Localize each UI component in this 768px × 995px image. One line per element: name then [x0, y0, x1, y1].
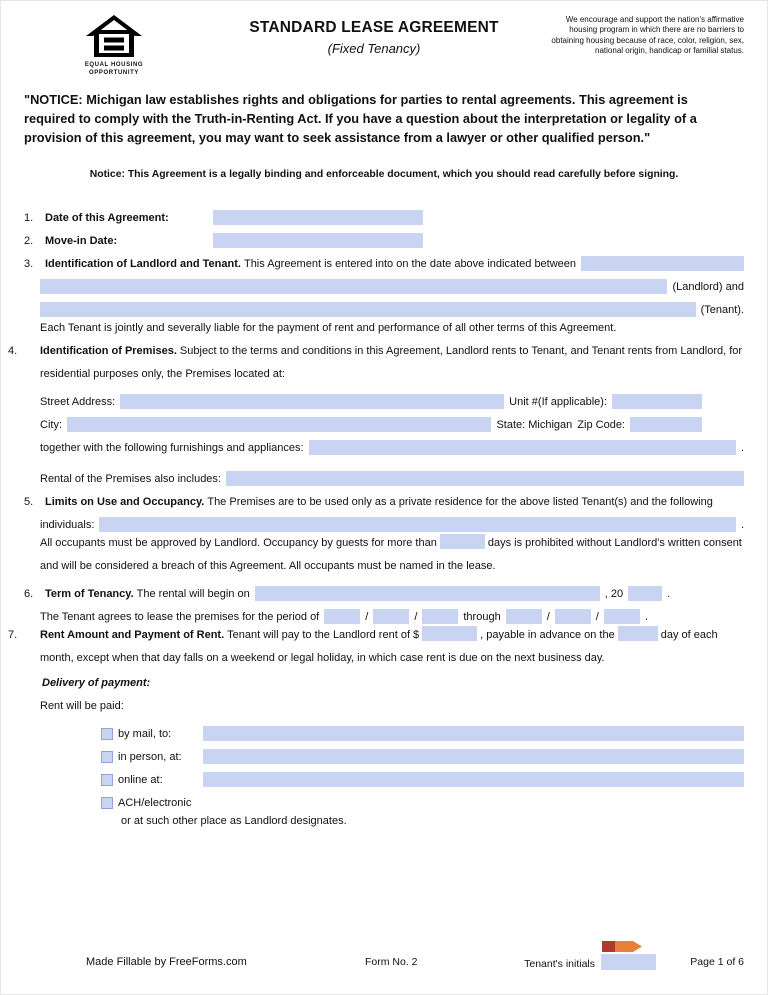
- landlord-name-field-start[interactable]: [581, 256, 744, 271]
- s6-heading: Term of Tenancy.: [45, 588, 134, 600]
- s5-heading: Limits on Use and Occupancy.: [45, 496, 205, 508]
- furnishings-label: together with the following furnishings and appliances:: [40, 442, 304, 454]
- tenant-suffix-label: (Tenant).: [700, 304, 744, 316]
- year-prefix-label: , 20: [604, 588, 624, 600]
- individuals-period: .: [740, 519, 744, 531]
- section-2-move-in-date: [24, 225, 744, 248]
- through-label: through: [463, 611, 501, 623]
- fair-housing-disclaimer: We encourage and support the nation's affirmative housing program in which there are no barriers to obtaining housing because of race, color, religion, sex, national origin, handicap or familial status.: [551, 15, 744, 56]
- in-person-address-field[interactable]: [203, 749, 744, 764]
- s6-period-2: .: [644, 611, 648, 623]
- individuals-field[interactable]: [99, 517, 736, 532]
- s6-period-line: [40, 601, 744, 624]
- unit-label: Unit #(If applicable):: [509, 396, 607, 408]
- s5-individuals-row: [40, 509, 744, 532]
- zip-field[interactable]: [630, 417, 702, 432]
- mail-checkbox[interactable]: [101, 728, 113, 740]
- form-body: [8, 202, 744, 833]
- landlord-suffix-label: (Landlord) and: [672, 281, 744, 293]
- s4-text: Subject to the terms and conditions in this Agreement, Landlord rents to Tenant, and Tenant rents from Landlord, for residential purposes only, the Premises located at:: [40, 345, 743, 380]
- s5-intro-line: [24, 486, 744, 509]
- individuals-label: individuals:: [40, 519, 95, 531]
- section-7-rent-amount: [8, 624, 744, 833]
- s6-period-1: .: [667, 588, 671, 600]
- mail-option-label: by mail, to:: [118, 728, 172, 740]
- furnishings-field[interactable]: [309, 440, 736, 455]
- period-end-month-field[interactable]: [506, 609, 542, 624]
- tenant-initials-label: Tenant's initials: [524, 958, 595, 970]
- s4-furnishings-row: [40, 432, 744, 455]
- slash-1: /: [365, 611, 369, 623]
- online-checkbox[interactable]: [101, 774, 113, 786]
- tenant-initials-field-wrap: [601, 954, 656, 970]
- rent-amount-field[interactable]: [422, 626, 477, 641]
- payment-option-in-person: [101, 741, 744, 764]
- s3-landlord-line: [40, 271, 744, 294]
- sign-here-arrow-icon: [602, 941, 642, 952]
- agreement-date-field[interactable]: [213, 210, 423, 225]
- section-4-identification-of-premises: [8, 340, 744, 486]
- logo-caption-line2: OPPORTUNITY: [89, 70, 139, 77]
- street-address-field[interactable]: [120, 394, 504, 409]
- s4-rental-includes-row: [40, 463, 744, 486]
- unit-field[interactable]: [612, 394, 702, 409]
- s7-text-b: , payable in advance on the: [480, 629, 615, 641]
- online-address-field[interactable]: [203, 772, 744, 787]
- made-fillable-credit: Made Fillable by FreeForms.com: [86, 956, 247, 968]
- page-number: Page 1 of 6: [690, 956, 744, 968]
- s4-street-row: [40, 386, 744, 409]
- slash-4: /: [595, 611, 599, 623]
- header: [24, 13, 744, 77]
- slash-3: /: [546, 611, 550, 623]
- s5-intro-text: [45, 496, 713, 509]
- city-label: City:: [40, 419, 62, 431]
- tenant-initials-group: [524, 954, 656, 970]
- move-in-date-label: Move-in Date:: [45, 235, 118, 247]
- landlord-name-field[interactable]: [40, 279, 667, 294]
- binding-document-notice: Notice: This Agreement is a legally binding and enforceable document, which you should read carefully before signing.: [89, 169, 679, 180]
- s3-heading: Identification of Landlord and Tenant.: [45, 258, 241, 270]
- s5-text: The Premises are to be used only as a private residence for the above listed Tenant(s) and the following: [207, 496, 713, 508]
- agreement-date-label: Date of this Agreement:: [45, 212, 169, 224]
- period-start-month-field[interactable]: [324, 609, 360, 624]
- s4-heading: Identification of Premises.: [40, 345, 177, 357]
- period-start-year-field[interactable]: [422, 609, 458, 624]
- payment-option-online: [101, 764, 744, 787]
- truth-in-renting-notice: "NOTICE: Michigan law establishes rights and obligations for parties to rental agreements. This agreement is required to comply with the Truth-in-Renting Act. If you have a question about the interpretation or legality of a provision of this agreement, you may want to seek assistance from a lawyer or other qualified person.": [24, 92, 697, 146]
- form-number: Form No. 2: [365, 956, 418, 968]
- s7-text-c: day of each month, except when that day falls on a weekend or legal holiday, in which case rent is due on the next business day.: [40, 629, 718, 664]
- s4-intro-paragraph: [8, 340, 744, 386]
- online-option-label: online at:: [118, 774, 163, 786]
- move-in-date-field[interactable]: [213, 233, 423, 248]
- item-number-6: 6.: [24, 588, 34, 600]
- rent-due-day-field[interactable]: [618, 626, 658, 641]
- item-number-5: 5.: [24, 496, 34, 508]
- item-number-2: 2.: [24, 235, 34, 247]
- equal-housing-logo-icon: [86, 15, 142, 59]
- logo-caption: [85, 61, 143, 77]
- s3-text: This Agreement is entered into on the date above indicated between: [243, 258, 577, 270]
- equal-housing-logo: [24, 13, 204, 77]
- lease-period-label: The Tenant agrees to lease the premises for the period of: [40, 611, 320, 623]
- item-number-7: 7.: [8, 629, 18, 641]
- s4-city-row: [40, 409, 744, 432]
- in-person-option-label: in person, at:: [118, 751, 182, 763]
- payment-option-ach: [101, 787, 744, 810]
- occupants-text-b: days is prohibited without Landlord's written consent and will be considered a breach of this Agreement. All occupants must be named in the lease.: [40, 537, 742, 572]
- state-label: State: Michigan: [496, 419, 573, 431]
- s7-intro-paragraph: [8, 624, 744, 670]
- section-6-term-of-tenancy: [24, 578, 744, 624]
- ach-checkbox[interactable]: [101, 797, 113, 809]
- s3-intro-text: [45, 258, 576, 271]
- s3-intro-line: [24, 248, 744, 271]
- tenant-name-field[interactable]: [40, 302, 696, 317]
- item-number-1: 1.: [24, 212, 34, 224]
- mail-address-field[interactable]: [203, 726, 744, 741]
- rental-includes-label: Rental of the Premises also includes:: [40, 473, 221, 485]
- s3-tenant-line: [40, 294, 744, 317]
- s7-text-a: Tenant will pay to the Landlord rent of $: [227, 629, 420, 641]
- delivery-of-payment-heading: Delivery of payment:: [42, 677, 151, 689]
- s6-begin-line: [24, 578, 744, 601]
- period-start-day-field[interactable]: [373, 609, 409, 624]
- ach-option-label: ACH/electronic: [118, 797, 192, 809]
- s5-occupants-paragraph: [40, 532, 744, 578]
- page-title: STANDARD LEASE AGREEMENT: [249, 19, 499, 36]
- period-end-year-field[interactable]: [604, 609, 640, 624]
- section-5-limits-on-use: [24, 486, 744, 578]
- rental-begin-date-field[interactable]: [255, 586, 600, 601]
- title-block: [204, 13, 544, 56]
- logo-caption-line1: EQUAL HOUSING: [84, 62, 144, 68]
- city-field[interactable]: [67, 417, 491, 432]
- section-3-identification-of-parties: [24, 248, 744, 340]
- page-subtitle: (Fixed Tenancy): [327, 41, 421, 56]
- rent-will-be-paid-label: Rent will be paid:: [40, 700, 124, 712]
- period-end-day-field[interactable]: [555, 609, 591, 624]
- s6-intro-text: [45, 588, 250, 601]
- section-1-date-of-agreement: [24, 202, 744, 225]
- slash-2: /: [414, 611, 418, 623]
- other-place-text: or at such other place as Landlord designates.: [121, 815, 347, 827]
- item-number-3: 3.: [24, 258, 34, 270]
- guest-days-field[interactable]: [440, 534, 485, 549]
- furnishings-period: .: [740, 442, 744, 454]
- s7-heading: Rent Amount and Payment of Rent.: [40, 629, 225, 641]
- payment-option-mail: [101, 718, 744, 741]
- page-footer: [24, 946, 744, 970]
- street-address-label: Street Address:: [40, 396, 116, 408]
- zip-label: Zip Code:: [577, 419, 625, 431]
- s3-liability-paragraph: Each Tenant is jointly and severally liable for the payment of rent and performance of all other terms of this Agreement.: [40, 322, 617, 334]
- begin-year-field[interactable]: [628, 586, 662, 601]
- occupants-text-a: All occupants must be approved by Landlord. Occupancy by guests for more than: [40, 537, 437, 549]
- in-person-checkbox[interactable]: [101, 751, 113, 763]
- s6-text: The rental will begin on: [136, 588, 250, 600]
- tenant-initials-field[interactable]: [601, 954, 656, 970]
- rental-includes-field[interactable]: [226, 471, 744, 486]
- item-number-4: 4.: [8, 345, 18, 357]
